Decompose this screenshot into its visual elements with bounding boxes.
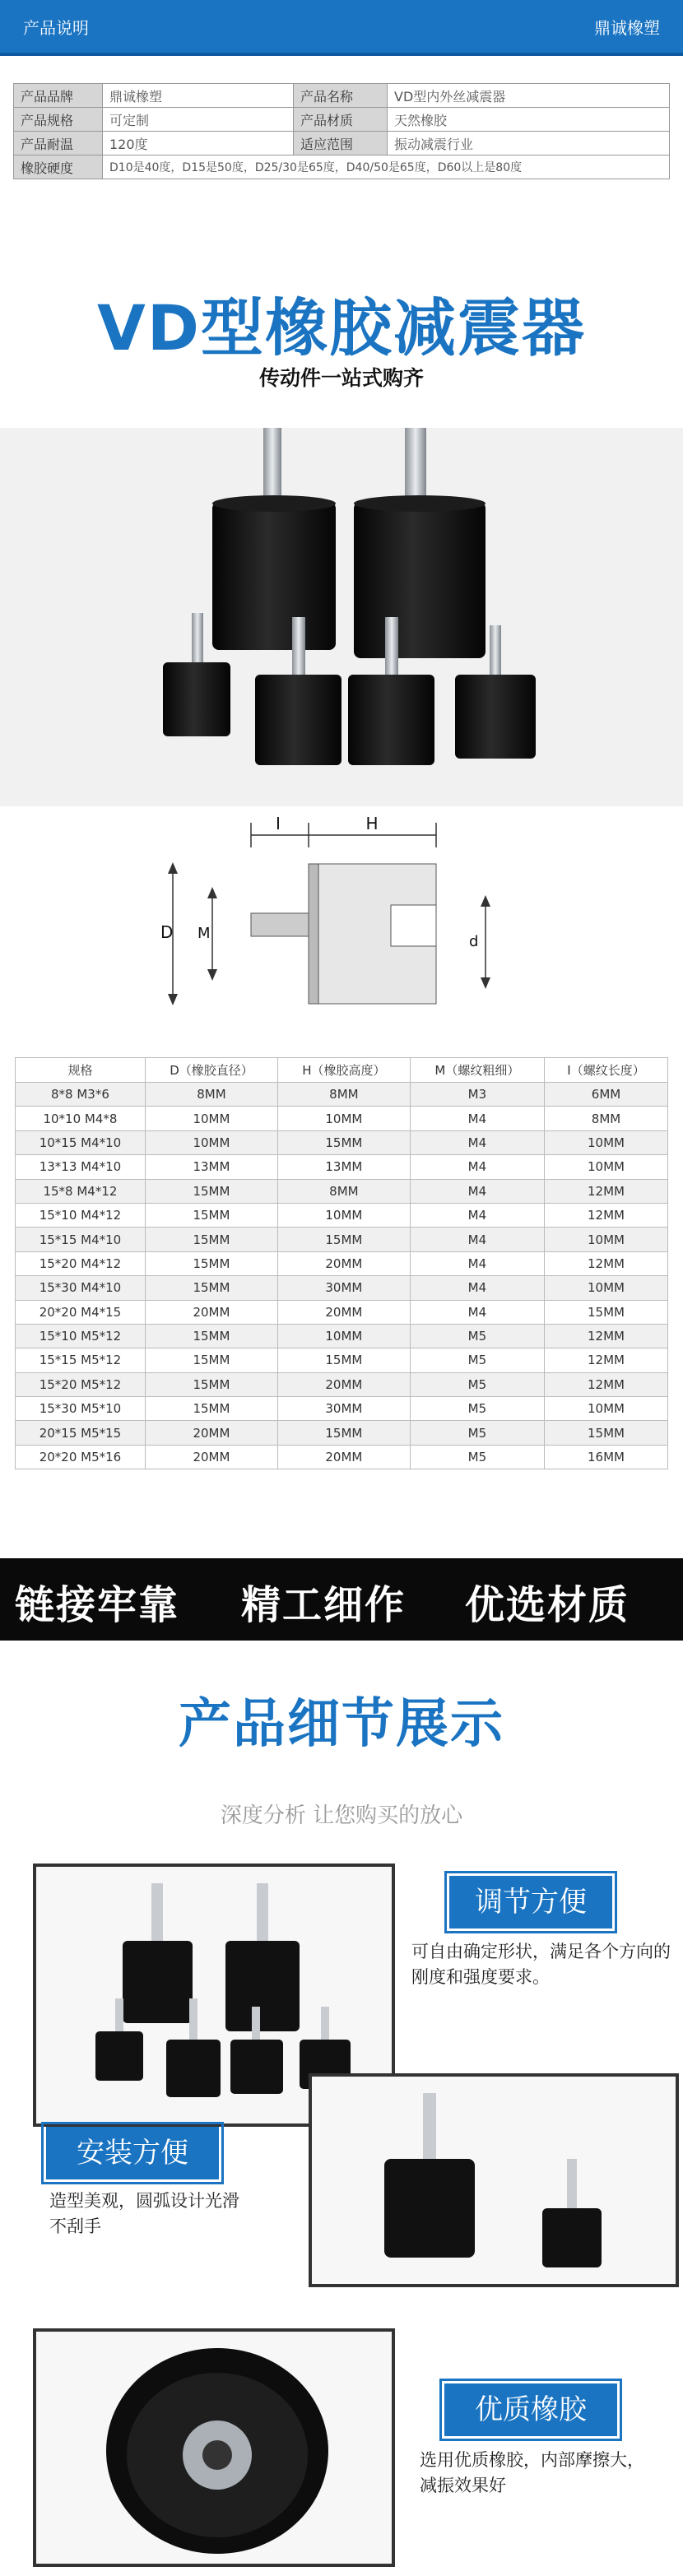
spec-cell: 8MM <box>278 1179 411 1203</box>
spec-cell: 15MM <box>145 1348 277 1372</box>
spec-cell: M4 <box>410 1276 544 1300</box>
label-D: D <box>160 922 174 942</box>
feature-tag-1: 调节方便 <box>449 1876 612 1929</box>
spec-cell: 10MM <box>545 1397 668 1421</box>
table-row <box>16 1276 668 1300</box>
table-row <box>16 1421 668 1445</box>
attribute-row <box>14 108 670 132</box>
spec-cell: 30MM <box>278 1276 411 1300</box>
spec-cell: 15*30 M5*10 <box>16 1397 146 1421</box>
detail-photo-3 <box>33 2328 395 2567</box>
attribute-key: 产品品牌 <box>14 84 103 108</box>
spec-cell: 15MM <box>145 1397 277 1421</box>
spec-cell: 10MM <box>545 1276 668 1300</box>
spec-cell: M5 <box>410 1324 544 1348</box>
slogan-bar <box>0 1558 683 1641</box>
attribute-key: 产品名称 <box>294 84 388 108</box>
label-H: H <box>365 815 379 833</box>
feature-desc-2: 造型美观，圆弧设计光滑不刮手 <box>49 2191 239 2236</box>
spec-cell: 20MM <box>145 1421 277 1445</box>
spec-cell: M5 <box>410 1348 544 1372</box>
spec-cell: 8*8 M3*6 <box>16 1083 146 1107</box>
table-row <box>16 1203 668 1227</box>
spec-cell: 20MM <box>145 1445 277 1469</box>
spec-cell: 15MM <box>545 1300 668 1324</box>
spec-cell: 15*10 M5*12 <box>16 1324 146 1348</box>
spec-cell: 12MM <box>545 1324 668 1348</box>
table-row <box>16 1324 668 1348</box>
table-row <box>16 1251 668 1275</box>
spec-cell: 8MM <box>145 1083 277 1107</box>
table-row <box>16 1083 668 1107</box>
spec-cell: 10MM <box>278 1203 411 1227</box>
feature-desc-3: 选用优质橡胶，内部摩擦大，减振效果好 <box>420 2450 644 2495</box>
dimension-diagram <box>0 815 683 1037</box>
spec-cell: 15*15 M4*10 <box>16 1228 146 1251</box>
table-row <box>16 1228 668 1251</box>
spec-cell: 10MM <box>278 1107 411 1130</box>
spec-cell: 15MM <box>145 1324 277 1348</box>
spec-cell: 12MM <box>545 1372 668 1396</box>
spec-cell: 13MM <box>278 1155 411 1179</box>
slogan-1: 链接牢靠 <box>15 1582 180 1628</box>
attribute-row <box>14 132 670 155</box>
label-M: M <box>197 925 211 942</box>
table-row <box>16 1130 668 1154</box>
spec-cell: 15*10 M4*12 <box>16 1203 146 1227</box>
spec-cell: M4 <box>410 1155 544 1179</box>
spec-cell: 20MM <box>145 1300 277 1324</box>
slogan-3: 优选材质 <box>465 1582 630 1628</box>
spec-cell: 20MM <box>278 1445 411 1469</box>
spec-cell: 15MM <box>545 1421 668 1445</box>
slogan-2: 精工细作 <box>241 1582 407 1628</box>
spec-cell: M4 <box>410 1179 544 1203</box>
product-subtitle: 传动件一站式购齐 <box>258 366 424 390</box>
spec-cell: M5 <box>410 1372 544 1396</box>
label-d: d <box>469 933 479 950</box>
spec-cell: 15*15 M5*12 <box>16 1348 146 1372</box>
spec-header: D（橡胶直径） <box>145 1058 277 1083</box>
spec-cell: 15MM <box>145 1276 277 1300</box>
spec-cell: 12MM <box>545 1203 668 1227</box>
spec-cell: 12MM <box>545 1348 668 1372</box>
table-row <box>16 1155 668 1179</box>
spec-cell: M3 <box>410 1083 544 1107</box>
spec-header: M（螺纹粗细） <box>410 1058 544 1083</box>
spec-cell: 20*20 M4*15 <box>16 1300 146 1324</box>
detail-subtitle: 深度分析 让您购买的放心 <box>220 1803 463 1828</box>
table-row <box>16 1179 668 1203</box>
attribute-key: 产品规格 <box>14 108 103 132</box>
spec-cell: M4 <box>410 1107 544 1130</box>
attribute-value: VD型内外丝减震器 <box>388 84 670 108</box>
spec-cell: 10*15 M4*10 <box>16 1130 146 1154</box>
table-row <box>16 1445 668 1469</box>
spec-cell: M5 <box>410 1421 544 1445</box>
feature-desc-1: 可自由确定形状，满足各个方向的刚度和强度要求。 <box>411 1942 671 1987</box>
attribute-value: D10是40度，D15是50度，D25/30是65度，D40/50是65度，D60以上是80度 <box>103 155 670 179</box>
table-row <box>16 1300 668 1324</box>
spec-cell: 13*13 M4*10 <box>16 1155 146 1179</box>
label-I: I <box>276 815 281 833</box>
spec-cell: M4 <box>410 1300 544 1324</box>
detail-title: 产品细节展示 <box>179 1694 504 1755</box>
spec-cell: 8MM <box>278 1083 411 1107</box>
spec-cell: M4 <box>410 1228 544 1251</box>
spec-cell: 10MM <box>145 1107 277 1130</box>
attribute-row <box>14 84 670 108</box>
spec-cell: 20*15 M5*15 <box>16 1421 146 1445</box>
spec-cell: 15MM <box>145 1179 277 1203</box>
product-title: VD型橡胶减震器 <box>97 291 586 364</box>
spec-cell: 10MM <box>278 1324 411 1348</box>
attribute-key: 适应范围 <box>294 132 388 155</box>
spec-cell: 15MM <box>145 1228 277 1251</box>
spec-cell: 20*20 M5*16 <box>16 1445 146 1469</box>
spec-cell: 20MM <box>278 1251 411 1275</box>
feature-tag-3: 优质橡胶 <box>444 2383 617 2436</box>
spec-table <box>15 1057 668 1469</box>
spec-cell: 15*30 M4*10 <box>16 1276 146 1300</box>
spec-cell: 15MM <box>278 1348 411 1372</box>
spec-cell: 15MM <box>145 1203 277 1227</box>
spec-cell: 15MM <box>278 1421 411 1445</box>
spec-cell: 15*20 M5*12 <box>16 1372 146 1396</box>
spec-cell: M4 <box>410 1130 544 1154</box>
spec-header: 规格 <box>16 1058 146 1083</box>
table-row <box>16 1107 668 1130</box>
spec-cell: M4 <box>410 1203 544 1227</box>
table-row <box>16 1372 668 1396</box>
product-photo <box>0 428 683 806</box>
spec-cell: 13MM <box>145 1155 277 1179</box>
spec-cell: 15*20 M4*12 <box>16 1251 146 1275</box>
detail-photo-2 <box>309 2073 679 2287</box>
section-header <box>0 0 683 56</box>
table-row <box>16 1348 668 1372</box>
attribute-value: 120度 <box>103 132 294 155</box>
spec-cell: 10MM <box>545 1130 668 1154</box>
spec-cell: M5 <box>410 1445 544 1469</box>
attribute-value: 可定制 <box>103 108 294 132</box>
spec-cell: 10MM <box>145 1130 277 1154</box>
spec-cell: 6MM <box>545 1083 668 1107</box>
feature-tag-2: 安装方便 <box>46 2127 219 2179</box>
spec-cell: 10MM <box>545 1228 668 1251</box>
table-row <box>16 1397 668 1421</box>
attribute-value: 鼎诚橡塑 <box>103 84 294 108</box>
spec-cell: M4 <box>410 1251 544 1275</box>
section-title: 产品说明 <box>23 18 89 38</box>
spec-header: I（螺纹长度） <box>545 1058 668 1083</box>
attribute-key: 产品耐温 <box>14 132 103 155</box>
spec-cell: 30MM <box>278 1397 411 1421</box>
spec-cell: 15MM <box>145 1251 277 1275</box>
brand-name: 鼎诚橡塑 <box>594 18 660 38</box>
spec-cell: 10MM <box>545 1155 668 1179</box>
spec-cell: 20MM <box>278 1372 411 1396</box>
spec-cell: 15*8 M4*12 <box>16 1179 146 1203</box>
spec-cell: 15MM <box>278 1228 411 1251</box>
spec-header: H（橡胶高度） <box>278 1058 411 1083</box>
attribute-row-hardness <box>14 155 670 179</box>
spec-cell: 15MM <box>145 1372 277 1396</box>
attribute-table <box>13 83 670 179</box>
spec-cell: 10*10 M4*8 <box>16 1107 146 1130</box>
attribute-value: 天然橡胶 <box>388 108 670 132</box>
spec-cell: M5 <box>410 1397 544 1421</box>
spec-cell: 16MM <box>545 1445 668 1469</box>
spec-cell: 20MM <box>278 1300 411 1324</box>
spec-cell: 8MM <box>545 1107 668 1130</box>
spec-cell: 12MM <box>545 1179 668 1203</box>
attribute-value: 振动减震行业 <box>388 132 670 155</box>
spec-cell: 15MM <box>278 1130 411 1154</box>
spec-cell: 12MM <box>545 1251 668 1275</box>
attribute-key: 产品材质 <box>294 108 388 132</box>
attribute-key: 橡胶硬度 <box>14 155 103 179</box>
